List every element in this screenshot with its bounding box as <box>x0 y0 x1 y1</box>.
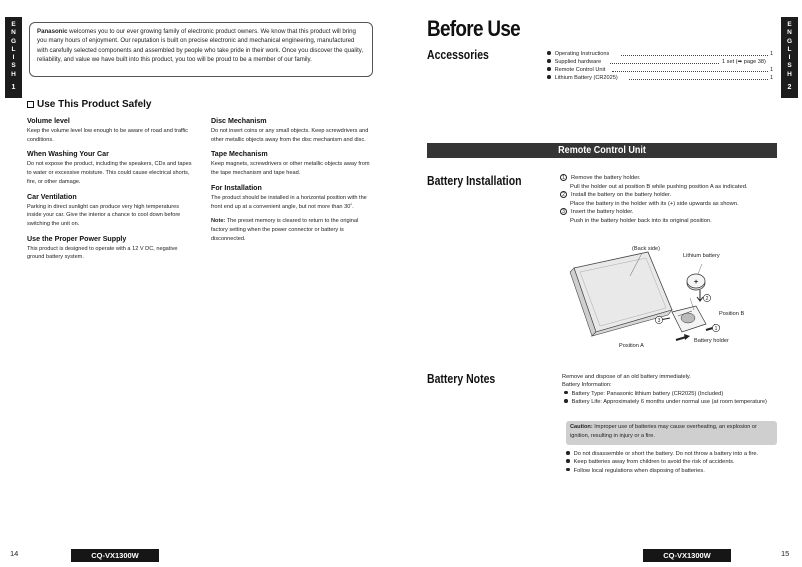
accessory-item: Operating Instructions <box>547 50 609 58</box>
section-banner: Remote Control Unit <box>427 143 777 158</box>
battery-installation-heading: Battery Installation <box>427 174 522 188</box>
bullet-icon <box>564 399 568 403</box>
battery-holder-illustration <box>672 306 706 332</box>
page-number-right: 15 <box>781 549 790 558</box>
page-number-left: 14 <box>10 549 19 558</box>
step: 3 Insert the battery holder. <box>560 208 780 217</box>
label-lithium-battery: Lithium battery <box>683 253 720 259</box>
note-item: Do not disassemble or short the battery. Do not throw a battery into a fire. <box>562 450 778 458</box>
info-item: Battery Life: Approximately 6 months under normal use (at room temperature) <box>562 398 778 406</box>
safety-item: Use the Proper Power Supply This product is designed to operate with a 12 V DC, negative ground battery system. <box>27 234 178 261</box>
lithium-battery-illustration <box>687 274 705 290</box>
safety-item: When Washing Your Car Do not expose the product, including the speakers, CDs and tapes to water or excessive moisture. This could cause electrical shorts, fire, or other damage. <box>27 150 192 185</box>
accessory-qty: 1 <box>770 51 774 57</box>
safety-item: For Installation The product should be installed in a horizontal position with the front end up at a convenient angle, but not more than 30˚. <box>211 183 367 210</box>
arrow-position-a-icon <box>676 337 686 340</box>
note: Note: The preset memory is cleared to return to the original factory setting when the power connector or battery is disconnected. <box>211 218 359 242</box>
safety-item: Volume level Keep the volume level low enough to be aware of road and traffic conditions. <box>27 117 188 143</box>
safety-item: Car Ventilation Parking in direct sunlight can produce very high temperatures inside your car. Give the interior a chance to cool down before switching the unit on. <box>27 192 181 227</box>
accessories-heading: Accessories <box>427 48 489 62</box>
bullet-icon <box>566 468 570 472</box>
arrow-down-icon <box>697 290 703 301</box>
leader-dots <box>621 55 768 56</box>
label-position-a: Position A <box>619 343 644 349</box>
language-tab-right: E N G L I S H 2 <box>781 17 798 98</box>
accessory-item: Lithium Battery (CR2025) <box>547 74 618 82</box>
bullet-icon <box>547 75 551 79</box>
accessory-qty: 1 set (➡ page 38) <box>722 59 766 65</box>
leader-line <box>698 264 702 274</box>
info-item: Battery Type: Panasonic lithium battery (CR2025) (Included) <box>562 390 778 398</box>
language-tab-left: E N G L I S H 1 <box>5 17 22 98</box>
intro-box <box>29 22 373 77</box>
safety-item: Tape Mechanism Keep magnets, screwdrivers or other metallic objects away from the tape mechanism and tape head. <box>211 150 370 177</box>
accessory-qty: 1 <box>770 75 774 81</box>
arrow-head-icon <box>684 334 690 340</box>
leader-dots <box>612 71 768 72</box>
model-label-left: CQ-VX1300W <box>71 549 159 562</box>
safety-heading: Use This Product Safely <box>27 99 151 110</box>
brand-name: Panasonic <box>37 28 68 35</box>
remote-control-figure <box>560 240 780 355</box>
safety-right-column <box>211 117 376 249</box>
bullet-icon <box>547 67 551 71</box>
bullet-icon <box>547 51 551 55</box>
svg-text:2: 2 <box>705 296 709 303</box>
model-label-right: CQ-VX1300W <box>643 549 731 562</box>
label-back-side: (Back side) <box>632 246 660 252</box>
label-battery-holder: Battery holder <box>694 338 729 344</box>
svg-text:1: 1 <box>714 326 718 333</box>
bullet-icon <box>566 451 570 455</box>
battery-sign: + <box>693 279 699 286</box>
note-item: Follow local regulations when disposing of batteries. <box>562 467 778 475</box>
bullet-icon <box>564 391 568 395</box>
label-position-b: Position B <box>719 311 745 317</box>
safety-item: Disc Mechanism Do not insert coins or any small objects. Keep screwdrivers and other metallic objects away from the disc mechanism and disc. <box>211 117 369 143</box>
bullet-icon <box>566 459 570 463</box>
accessory-item: Supplied hardware <box>547 58 601 66</box>
note-item: Keep batteries away from children to avoid the risk of accidents. <box>562 458 778 466</box>
battery-notes-body: Remove and dispose of an old battery immediately. Battery Information: Battery Type: Panasonic lithium battery (CR2025) (Included) Battery Life: Approximately 6 months under normal use (at room temperature) <box>562 373 778 407</box>
page-title: Before Use <box>427 16 521 41</box>
checkbox-icon <box>27 101 34 108</box>
step: 1 Remove the battery holder. <box>560 174 780 183</box>
battery-notes-bullets <box>562 450 778 475</box>
accessory-item: Remote Control Unit <box>547 66 605 74</box>
leader-dots <box>610 63 719 64</box>
leader-dots <box>629 79 768 80</box>
battery-notes-heading: Battery Notes <box>427 372 496 386</box>
accessory-qty: 1 <box>770 67 774 73</box>
bullet-icon <box>547 59 551 63</box>
intro-text: welcomes you to our ever growing family of electronic product owners. We know that this product will bring you many hours of enjoyment. Our reputation is built on precise electronic and mechanical engineering, manufactured with carefully selected components and assembled by people who take pride in their work. Once you discover the quality, reliability, and value we have built into this product, you too will be proud to be a member of our family. <box>37 28 364 64</box>
safety-left-column <box>27 117 195 268</box>
step: 2 Install the battery on the battery holder. <box>560 191 780 200</box>
caution-box: Caution: Improper use of batteries may cause overheating, an explosion or ignition, resulting in injury or a fire. <box>566 421 777 445</box>
installation-steps: 1 Remove the battery holder. Pull the holder out at position B while pushing position A as indicated. 2 Install the battery on the battery holder. Place the battery in the holder with its (+) side upwards as shown. 3 Insert the battery holder. Push in the battery holder back into its original position. <box>560 174 780 225</box>
svg-text:3: 3 <box>657 318 661 325</box>
